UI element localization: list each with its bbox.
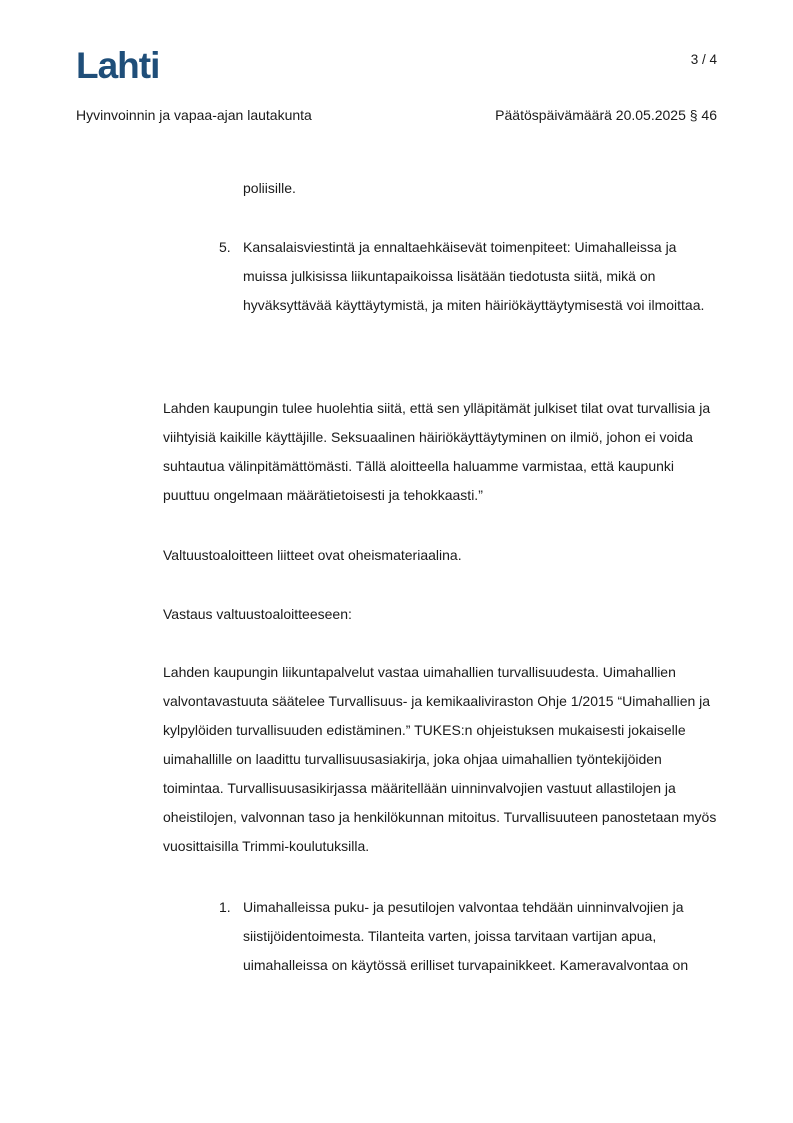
logo-text: Lahti	[76, 48, 160, 82]
paragraph: Lahden kaupungin liikuntapalvelut vastaa uimahallien turvallisuudesta. Uimahallien valvontavastuuta säätelee Turvallisuus- ja kemikaaliviraston Ohje 1/2015 “Uimahallien ja kylpylöiden turvallisuuden edistäminen.” TUKES:n ohjeistuksen mukaisesti jokaiselle uimahallille on laadittu turvallisuusasiakirja, joka ohjaa uimahallien työntekijöiden toimintaa. Turvallisuusasikirjassa määritellään uinninvalvojien vastuut allastilojen ja oheistilojen, valvonnan taso ja henkilökunnan mitoitus. Turvallisuuteen panostetaan myös vuosittaisilla Trimmi-koulutuksilla.	[163, 664, 717, 854]
section-heading: Vastaus valtuustoaloitteeseen:	[163, 606, 352, 622]
decision-date: Päätöspäivämäärä 20.05.2025 § 46	[495, 107, 717, 123]
committee-name: Hyvinvoinnin ja vapaa-ajan lautakunta	[76, 107, 312, 123]
page-number: 3 / 4	[690, 52, 717, 67]
paragraph: Valtuustoaloitteen liitteet ovat oheismateriaalina.	[163, 547, 462, 563]
paragraph: Lahden kaupungin tulee huolehtia siitä, että sen ylläpitämät julkiset tilat ovat turvallisia ja viihtyisiä kaikille käyttäjille. Seksuaalinen häiriökäyttäytyminen on ilmiö, johon ei voida suhtautua välinpitämättömästi. Tällä aloitteella haluamme varmistaa, että kaupunki puuttuu ongelmaan määrätietoisesti ja tehokkaasti.”	[163, 400, 711, 503]
list-item-number: 1.	[219, 899, 231, 915]
list-item-text: Uimahalleissa puku- ja pesutilojen valvontaa tehdään uinninvalvojien ja siistijöidentoimesta. Tilanteita varten, joissa tarvitaan vartijan apua, uimahalleissa on käytössä erilliset turvapainikkeet. Kameravalvontaa on	[243, 899, 689, 973]
list-item-text: Kansalaisviestintä ja ennaltaehkäisevät toimenpiteet: Uimahalleissa ja muissa julkisissa liikuntapaikoissa lisätään tiedotusta siitä, mikä on hyväksyttävää käyttäytymistä, ja miten häiriökäyttäytymisestä voi ilmoittaa.	[243, 239, 705, 313]
lahti-logo	[76, 48, 168, 82]
list-item-number: 5.	[219, 239, 231, 255]
list-continuation: poliisille.	[243, 180, 296, 196]
